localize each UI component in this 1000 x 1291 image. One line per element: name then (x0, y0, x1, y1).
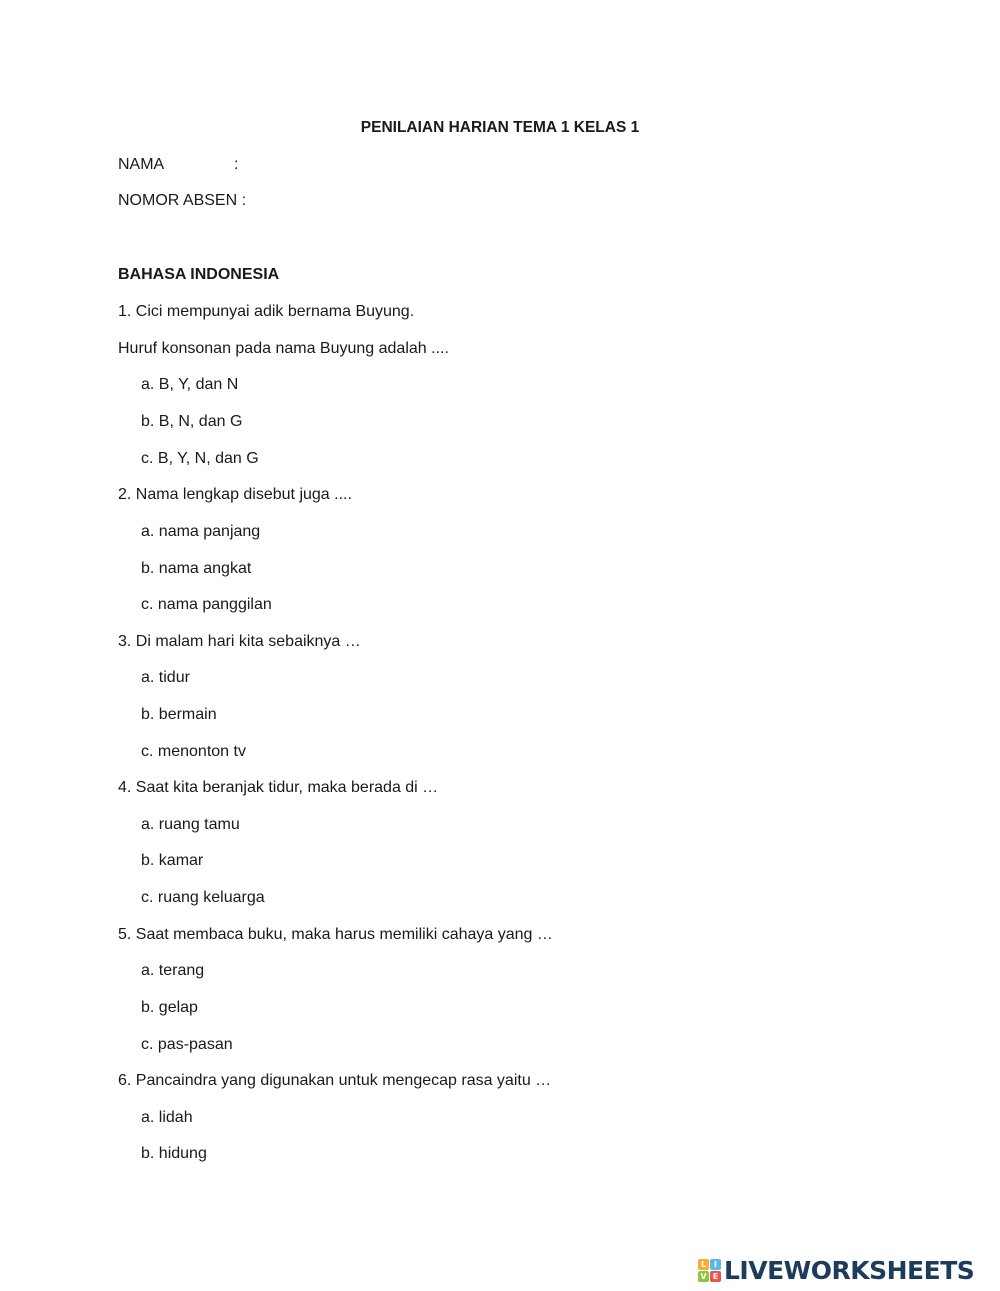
question-3-option-b: b. bermain (141, 706, 217, 723)
absence-number-label: NOMOR ABSEN : (118, 192, 247, 209)
logo-tile-v: V (698, 1271, 709, 1282)
logo-tiles-icon (698, 1259, 721, 1282)
question-1-line-1: 1. Cici mempunyai adik bernama Buyung. (118, 303, 415, 320)
logo-tile-l: L (698, 1259, 709, 1270)
logo-text: LIVEWORKSHEETS (724, 1255, 975, 1285)
question-4-option-a: a. ruang tamu (141, 816, 240, 833)
question-1-option-a: a. B, Y, dan N (141, 376, 239, 393)
question-3: 3. Di malam hari kita sebaiknya … (118, 633, 361, 650)
question-5-option-c: c. pas-pasan (141, 1036, 233, 1053)
logo-tile-i: I (710, 1259, 721, 1270)
name-label: NAMA (118, 156, 165, 173)
question-6-option-b: b. hidung (141, 1145, 207, 1162)
liveworksheets-logo (698, 1256, 974, 1284)
logo-tile-e: E (710, 1271, 721, 1282)
question-2: 2. Nama lengkap disebut juga .... (118, 486, 352, 503)
question-2-option-b: b. nama angkat (141, 560, 252, 577)
question-6-option-a: a. lidah (141, 1109, 193, 1126)
question-1-line-2: Huruf konsonan pada nama Buyung adalah .... (118, 340, 449, 357)
section-heading: BAHASA INDONESIA (118, 266, 280, 283)
question-1-option-b: b. B, N, dan G (141, 413, 243, 430)
question-5-option-a: a. terang (141, 962, 205, 979)
question-2-option-a: a. nama panjang (141, 523, 261, 540)
name-colon: : (234, 156, 239, 173)
question-3-option-c: c. menonton tv (141, 743, 246, 760)
question-6: 6. Pancaindra yang digunakan untuk mengecap rasa yaitu … (118, 1072, 552, 1089)
question-3-option-a: a. tidur (141, 669, 190, 686)
question-5: 5. Saat membaca buku, maka harus memiliki cahaya yang … (118, 926, 553, 943)
page-title: PENILAIAN HARIAN TEMA 1 KELAS 1 (360, 119, 640, 136)
question-5-option-b: b. gelap (141, 999, 198, 1016)
question-4: 4. Saat kita beranjak tidur, maka berada di … (118, 779, 439, 796)
question-4-option-b: b. kamar (141, 852, 204, 869)
question-2-option-c: c. nama panggilan (141, 596, 272, 613)
question-4-option-c: c. ruang keluarga (141, 889, 265, 906)
question-1-option-c: c. B, Y, N, dan G (141, 450, 259, 467)
